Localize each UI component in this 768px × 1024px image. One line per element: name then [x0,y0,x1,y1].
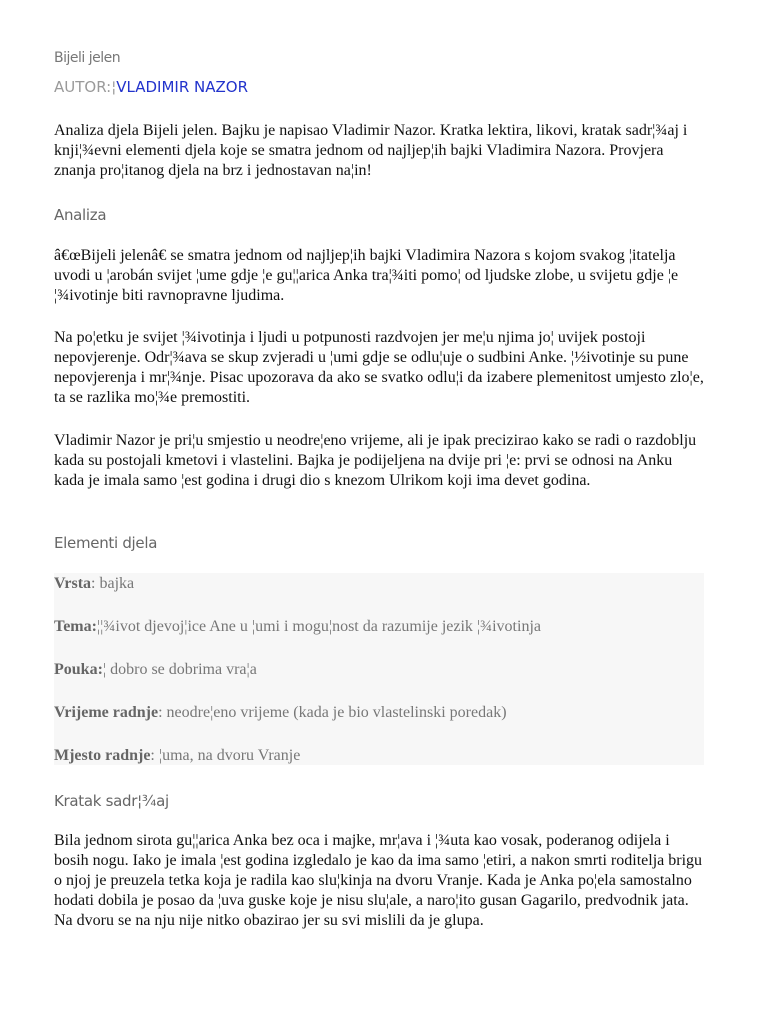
analiza-paragraph: Vladimir Nazor je pri¦u smjestio u neodre¦eno vrijeme, ali je ipak precizirao kako se radi o razdoblju kada su postojali kmetovi i vlastelini. Bajka je podijeljena na dvije pri ¦e: prvi se odnosi na Anku kada je imala samo ¦est godina i drugi dio s knezom Ulrikom koji ima devet godina. [54,432,697,489]
author-label: AUTOR:¦ [54,78,117,96]
elements-table [54,573,704,765]
element-label: Mjesto radnje [54,747,151,764]
section-heading-elementi: Elementi djela [54,534,158,552]
element-row-pouka [54,660,694,680]
element-label: Pouka: [54,661,103,678]
section-heading-sadrzaj: Kratak sadr¦¾aj [54,792,169,810]
element-value: ¦¦¾ivot djevoj¦ice Ane u ¦umi i mogu¦nost da razumije jezik ¦¾ivotinja [96,618,541,635]
section-heading-analiza: Analiza [54,206,107,224]
element-label: Tema: [54,618,97,635]
author-name-link[interactable]: VLADIMIR NAZOR [116,78,249,96]
sadrzaj-paragraph: Bila jednom sirota gu¦¦arica Anka bez oca i majke, mr¦ava i ¦¾uta kao vosak, poderanog odijela i bosih nogu. Iako je imala ¦est godina izgledalo je kao da ima samo ¦etiri, a nakon smrti roditelja brigu o njoj je preuzela tetka koja je radila kao slu¦kinja na dvoru Vranje. Kada je Anka po¦ela samostalno hodati dobila je posao da ¦uva guske koje je nisu slu¦ale, a naro¦ito gusan Gagarilo, predvodnik jata. Na dvoru se na nju nije nitko obazirao jer su svi mislili da je glupa. [54,832,703,929]
element-value: : bajka [91,575,135,592]
element-value: : neodre¦eno vrijeme (kada je bio vlastelinski poredak) [158,704,507,721]
element-value: : ¦uma, na dvoru Vranje [150,747,301,764]
element-label: Vrijeme radnje [54,704,159,721]
element-row-tema [54,617,694,637]
element-row-vrsta [54,574,694,594]
element-row-vrijeme-radnje [54,703,694,723]
analiza-paragraph: â€œBijeli jelenâ€ se smatra jednom od najljep¦ih bajki Vladimira Nazora s kojom svakog ¦itatelja uvodi u ¦arobán svijet ¦ume gdje ¦e gu¦¦arica Anka tra¦¾iti pomo¦ od ljudske zlobe, u svijetu gdje ¦e ¦¾ivotinje biti ravnopravne ljudima. [54,247,679,304]
author-line [54,78,248,96]
element-row-mjesto-radnje [54,746,694,766]
document-title: Bijeli jelen [54,50,121,66]
element-label: Vrsta [54,575,92,592]
analiza-paragraph: Na po¦etku je svijet ¦¾ivotinja i ljudi u potpunosti razdvojen jer me¦u njima jo¦ uvijek postoji nepovjerenje. Odr¦¾ava se skup zvjeradi u ¦umi gdje se odlu¦uje o sudbini Anke. ¦½ivotinje su pune nepovjerenja i mr¦¾nje. Pisac upozorava da ako se svatko odlu¦i da izabere plemenitost umjesto zlo¦e, ta se razlika mo¦¾e premostiti. [54,329,704,406]
element-value: ¦ dobro se dobrima vra¦a [102,661,257,678]
intro-paragraph: Analiza djela Bijeli jelen. Bajku je napisao Vladimir Nazor. Kratka lektira, likovi, kratak sadr¦¾aj i knji¦¾evni elementi djela koje se smatra jednom od najljep¦ih bajki Vladimira Nazora. Provjera znanja pro¦itanog djela na brz i jednostavan na¦in! [54,122,688,179]
